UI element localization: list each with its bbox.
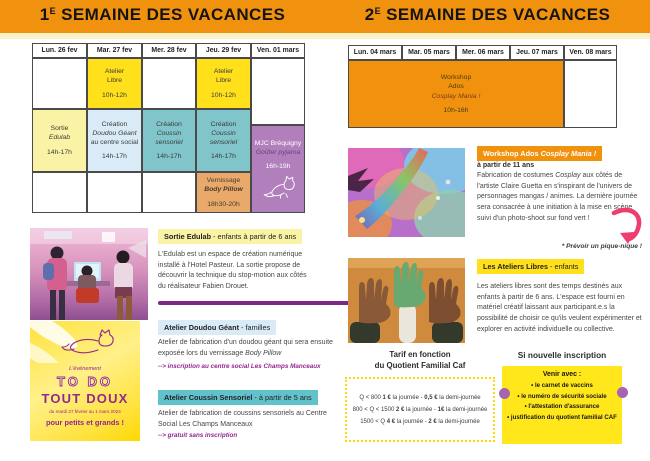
doudou-body-italic: Body Pillow bbox=[245, 349, 282, 357]
empty-cell bbox=[32, 172, 87, 213]
tarif-amount: 0,5 € bbox=[424, 394, 438, 401]
label-atelier-doudou bbox=[158, 320, 276, 335]
decorative-dot-right bbox=[617, 387, 628, 398]
inscription-item: • justification du quotient familial CAF bbox=[507, 413, 617, 421]
tarif-text: la demi-journée bbox=[437, 394, 481, 401]
banner-underline bbox=[0, 33, 650, 39]
cell-line: Vernissage bbox=[206, 177, 241, 185]
label-rest: - à partir de 5 ans bbox=[252, 393, 312, 402]
workshop-body-italic: Cosplay bbox=[555, 172, 581, 179]
tarif-row bbox=[347, 419, 493, 425]
week2-title bbox=[325, 5, 650, 25]
inscription-box bbox=[502, 366, 622, 444]
photo-hands-atelier bbox=[348, 258, 465, 343]
coussin-gratuit-note: --> gratuit sans inscription bbox=[158, 432, 238, 439]
tarif-text: la demi-journée bbox=[436, 418, 480, 425]
label-bold: Sortie Edulab bbox=[164, 232, 212, 241]
week1-header-tue: Mar. 27 fev bbox=[87, 43, 142, 58]
label-atelier-coussin bbox=[158, 390, 318, 405]
cell-line: Cosplay Mania ! bbox=[431, 92, 481, 100]
cell-line: sensoriel bbox=[155, 139, 183, 146]
cell-line: sensoriel bbox=[209, 139, 238, 146]
label-ateliers-libres bbox=[477, 259, 584, 274]
week1-sup: E bbox=[49, 6, 57, 16]
workshop-picnic-note: * Prévoir un pique-nique ! bbox=[561, 243, 642, 250]
week2-header-mon: Lun. 04 mars bbox=[348, 45, 402, 60]
tarif-text: 800 < Q < 1500 bbox=[352, 406, 396, 413]
tarif-amount: 1€ bbox=[437, 406, 445, 413]
week2-header-thu: Jeu. 07 mars bbox=[510, 45, 564, 60]
tarif-text: la journée - bbox=[390, 394, 425, 401]
tarif-text: Q < 800 bbox=[359, 394, 383, 401]
label-bold: Les Ateliers Libres bbox=[483, 262, 549, 271]
tarif-text: la journée - bbox=[404, 406, 438, 413]
inscription-title: Si nouvelle inscription bbox=[517, 350, 607, 360]
libres-description: Les ateliers libres sont des temps destinés aux enfants à partir de 6 ans. L'espace est fourni en matériel créatif laissant aux participant.e.s la possibilité de choisir ce qu'ils veulent expérimenter et explorer en activité individuelle ou collective. bbox=[477, 283, 642, 333]
week2-num: 2 bbox=[364, 5, 375, 24]
week1-header-mon: Lun. 26 fev bbox=[32, 43, 87, 58]
empty-cell bbox=[142, 172, 196, 213]
cell-coussin-thu bbox=[196, 109, 251, 172]
week1-label: SEMAINE DES VACANCES bbox=[56, 5, 286, 24]
tarif-title-line1: Tarif en fonction bbox=[389, 350, 451, 359]
cell-time: 18h30-20h bbox=[207, 200, 240, 208]
cell-line: au centre social bbox=[90, 139, 139, 146]
tarif-amount: 2 € bbox=[428, 418, 437, 425]
photo-cosplay-arm bbox=[348, 148, 465, 237]
flyer-event-text: L'événement bbox=[69, 366, 101, 372]
doudou-body-text: Atelier de fabrication d'un doudou géant qui sera ensuite exposée lors du vernissage bbox=[158, 339, 333, 357]
tarif-row bbox=[347, 407, 493, 413]
tarif-text: la demi-journée bbox=[444, 406, 488, 413]
cell-line: MJC Bréquigny bbox=[254, 139, 302, 147]
label-bold: Atelier Coussin Sensoriel bbox=[164, 393, 253, 402]
label-rest: - enfants bbox=[548, 262, 579, 271]
cell-sortie-edulab bbox=[32, 109, 87, 172]
tarif-row bbox=[347, 395, 493, 401]
empty-cell bbox=[142, 58, 196, 109]
doudou-description bbox=[158, 338, 336, 359]
tarif-amount: 1 € bbox=[382, 394, 391, 401]
edulab-description: L'Edulab est un espace de création numérique installé à l'Hotel Pasteur. La sortie propose de découvrir la technique du stop-motion aux côtés du réalisateur Fabien Drouet. bbox=[158, 251, 307, 290]
label-bold: Workshop Ados bbox=[483, 149, 541, 158]
cell-vernissage bbox=[196, 172, 251, 213]
week1-header-fri: Ven. 01 mars bbox=[251, 43, 305, 58]
week1-header-thu: Jeu. 29 fev bbox=[196, 43, 251, 58]
week2-label: SEMAINE DES VACANCES bbox=[381, 5, 611, 24]
cell-time: 14h-17h bbox=[211, 153, 236, 161]
tarif-text: la journée - bbox=[395, 418, 429, 425]
week2-header-tue: Mar. 05 mars bbox=[402, 45, 456, 60]
cell-time: 14h-17h bbox=[47, 148, 72, 156]
cell-mjc-brequigny bbox=[251, 125, 305, 213]
cell-line: Atelier bbox=[213, 68, 234, 76]
cell-line: Création bbox=[210, 120, 237, 128]
workshop-age: à partir de 11 ans bbox=[477, 162, 535, 169]
cell-time: 14h-17h bbox=[156, 153, 182, 161]
cell-line: Atelier bbox=[104, 68, 125, 76]
photo-kids-edulab bbox=[30, 228, 148, 320]
inscription-item: • le numéro de sécurité sociale bbox=[517, 392, 607, 400]
inscription-item: • l'attestation d'assurance bbox=[524, 403, 600, 411]
workshop-body-post: aux côtés de l'artiste Claire Guetta en s'inspirant de l'univers de personnages mangas / animes. La dernière journée sera consacrée à une initiation à la mise en scène suivi d'un photo-shoot sur fond vert ! bbox=[477, 172, 638, 222]
decorative-dot-left bbox=[499, 388, 510, 399]
tarif-amount: 4 € bbox=[386, 418, 396, 425]
cell-time: 10h-12h bbox=[102, 91, 127, 99]
week2-header-wed: Mer. 06 mars bbox=[456, 45, 510, 60]
label-sortie-edulab bbox=[158, 229, 302, 244]
tarif-amount: 2 € bbox=[395, 406, 405, 413]
flyer-title-toutdoux: TOUT DOUX bbox=[41, 391, 129, 406]
flyer-title-todo: TO DO bbox=[57, 374, 113, 389]
cell-line: Libre bbox=[215, 77, 232, 85]
cell-line: Doudou Géant bbox=[92, 129, 137, 137]
cell-line: Body Pillow bbox=[204, 186, 243, 194]
cell-time: 10h-12h bbox=[211, 91, 236, 99]
flyer-title-outline bbox=[30, 372, 140, 390]
week2-header-fri: Ven. 08 mars bbox=[564, 45, 617, 60]
cell-line: Ados bbox=[448, 83, 464, 91]
curved-arrow-icon bbox=[610, 205, 644, 245]
inscription-item: • le carnet de vaccins bbox=[531, 382, 593, 389]
inscription-venir: Venir avec : bbox=[542, 371, 582, 378]
flyer-dates: du mardi 27 février au 1 mars 2024 bbox=[49, 409, 121, 414]
label-rest: - enfants à partir de 6 ans bbox=[211, 232, 297, 241]
cell-time: 10h-16h bbox=[443, 106, 469, 114]
cell-atelier-libre-thu bbox=[196, 58, 251, 109]
cell-doudou-geant bbox=[87, 109, 142, 172]
empty-cell bbox=[251, 58, 305, 125]
empty-cell bbox=[32, 58, 87, 109]
week1-header-wed: Mer. 28 fev bbox=[142, 43, 196, 58]
cell-line: Goûter pyjama bbox=[255, 148, 301, 156]
cell-line: Workshop bbox=[440, 74, 472, 82]
cell-line: Création bbox=[156, 120, 182, 128]
cell-line: Edulab bbox=[48, 134, 71, 142]
cell-workshop-ados bbox=[348, 60, 564, 128]
doudou-inscription-note: --> inscription au centre social Les Champs Manceaux bbox=[158, 363, 321, 370]
tarif-title-line2: du Quotient Familial Caf bbox=[374, 361, 466, 371]
label-italic: Cosplay Mania ! bbox=[540, 149, 597, 158]
week1-title bbox=[0, 5, 325, 25]
cat-icon bbox=[260, 173, 296, 199]
week2-table bbox=[348, 45, 617, 128]
week1-table bbox=[32, 43, 305, 213]
empty-cell bbox=[564, 60, 617, 128]
coussin-description: Atelier de fabrication de coussins sensoriels au Centre Social Les Champs Manceaux bbox=[158, 410, 327, 428]
flyer-tagline: pour petits et grands ! bbox=[45, 418, 125, 427]
section-divider bbox=[158, 301, 352, 305]
event-flyer-todo-tout-doux bbox=[30, 321, 140, 441]
cell-line: Coussin bbox=[211, 129, 236, 137]
label-bold: Atelier Doudou Géant bbox=[164, 323, 239, 332]
flyer-art bbox=[30, 321, 140, 363]
cell-atelier-libre-tue bbox=[87, 58, 142, 109]
cell-line: Création bbox=[101, 120, 128, 128]
cell-line: Libre bbox=[106, 77, 123, 85]
cell-line: Sortie bbox=[50, 125, 69, 133]
cell-coussin-wed bbox=[142, 109, 196, 172]
week2-sup: E bbox=[374, 6, 382, 16]
tarif-box bbox=[345, 377, 495, 442]
empty-cell bbox=[87, 172, 142, 213]
label-rest: - familles bbox=[239, 323, 271, 332]
cell-line: Coussin bbox=[156, 129, 182, 137]
tarif-text: 1500 < Q bbox=[360, 418, 387, 425]
label-workshop-ados bbox=[477, 146, 602, 161]
cell-time: 16h-19h bbox=[265, 163, 291, 171]
week1-num: 1 bbox=[39, 5, 50, 24]
workshop-body-pre: Fabrication de costumes bbox=[477, 172, 556, 179]
cell-time: 14h-17h bbox=[102, 153, 127, 161]
tarif-title bbox=[345, 349, 495, 372]
